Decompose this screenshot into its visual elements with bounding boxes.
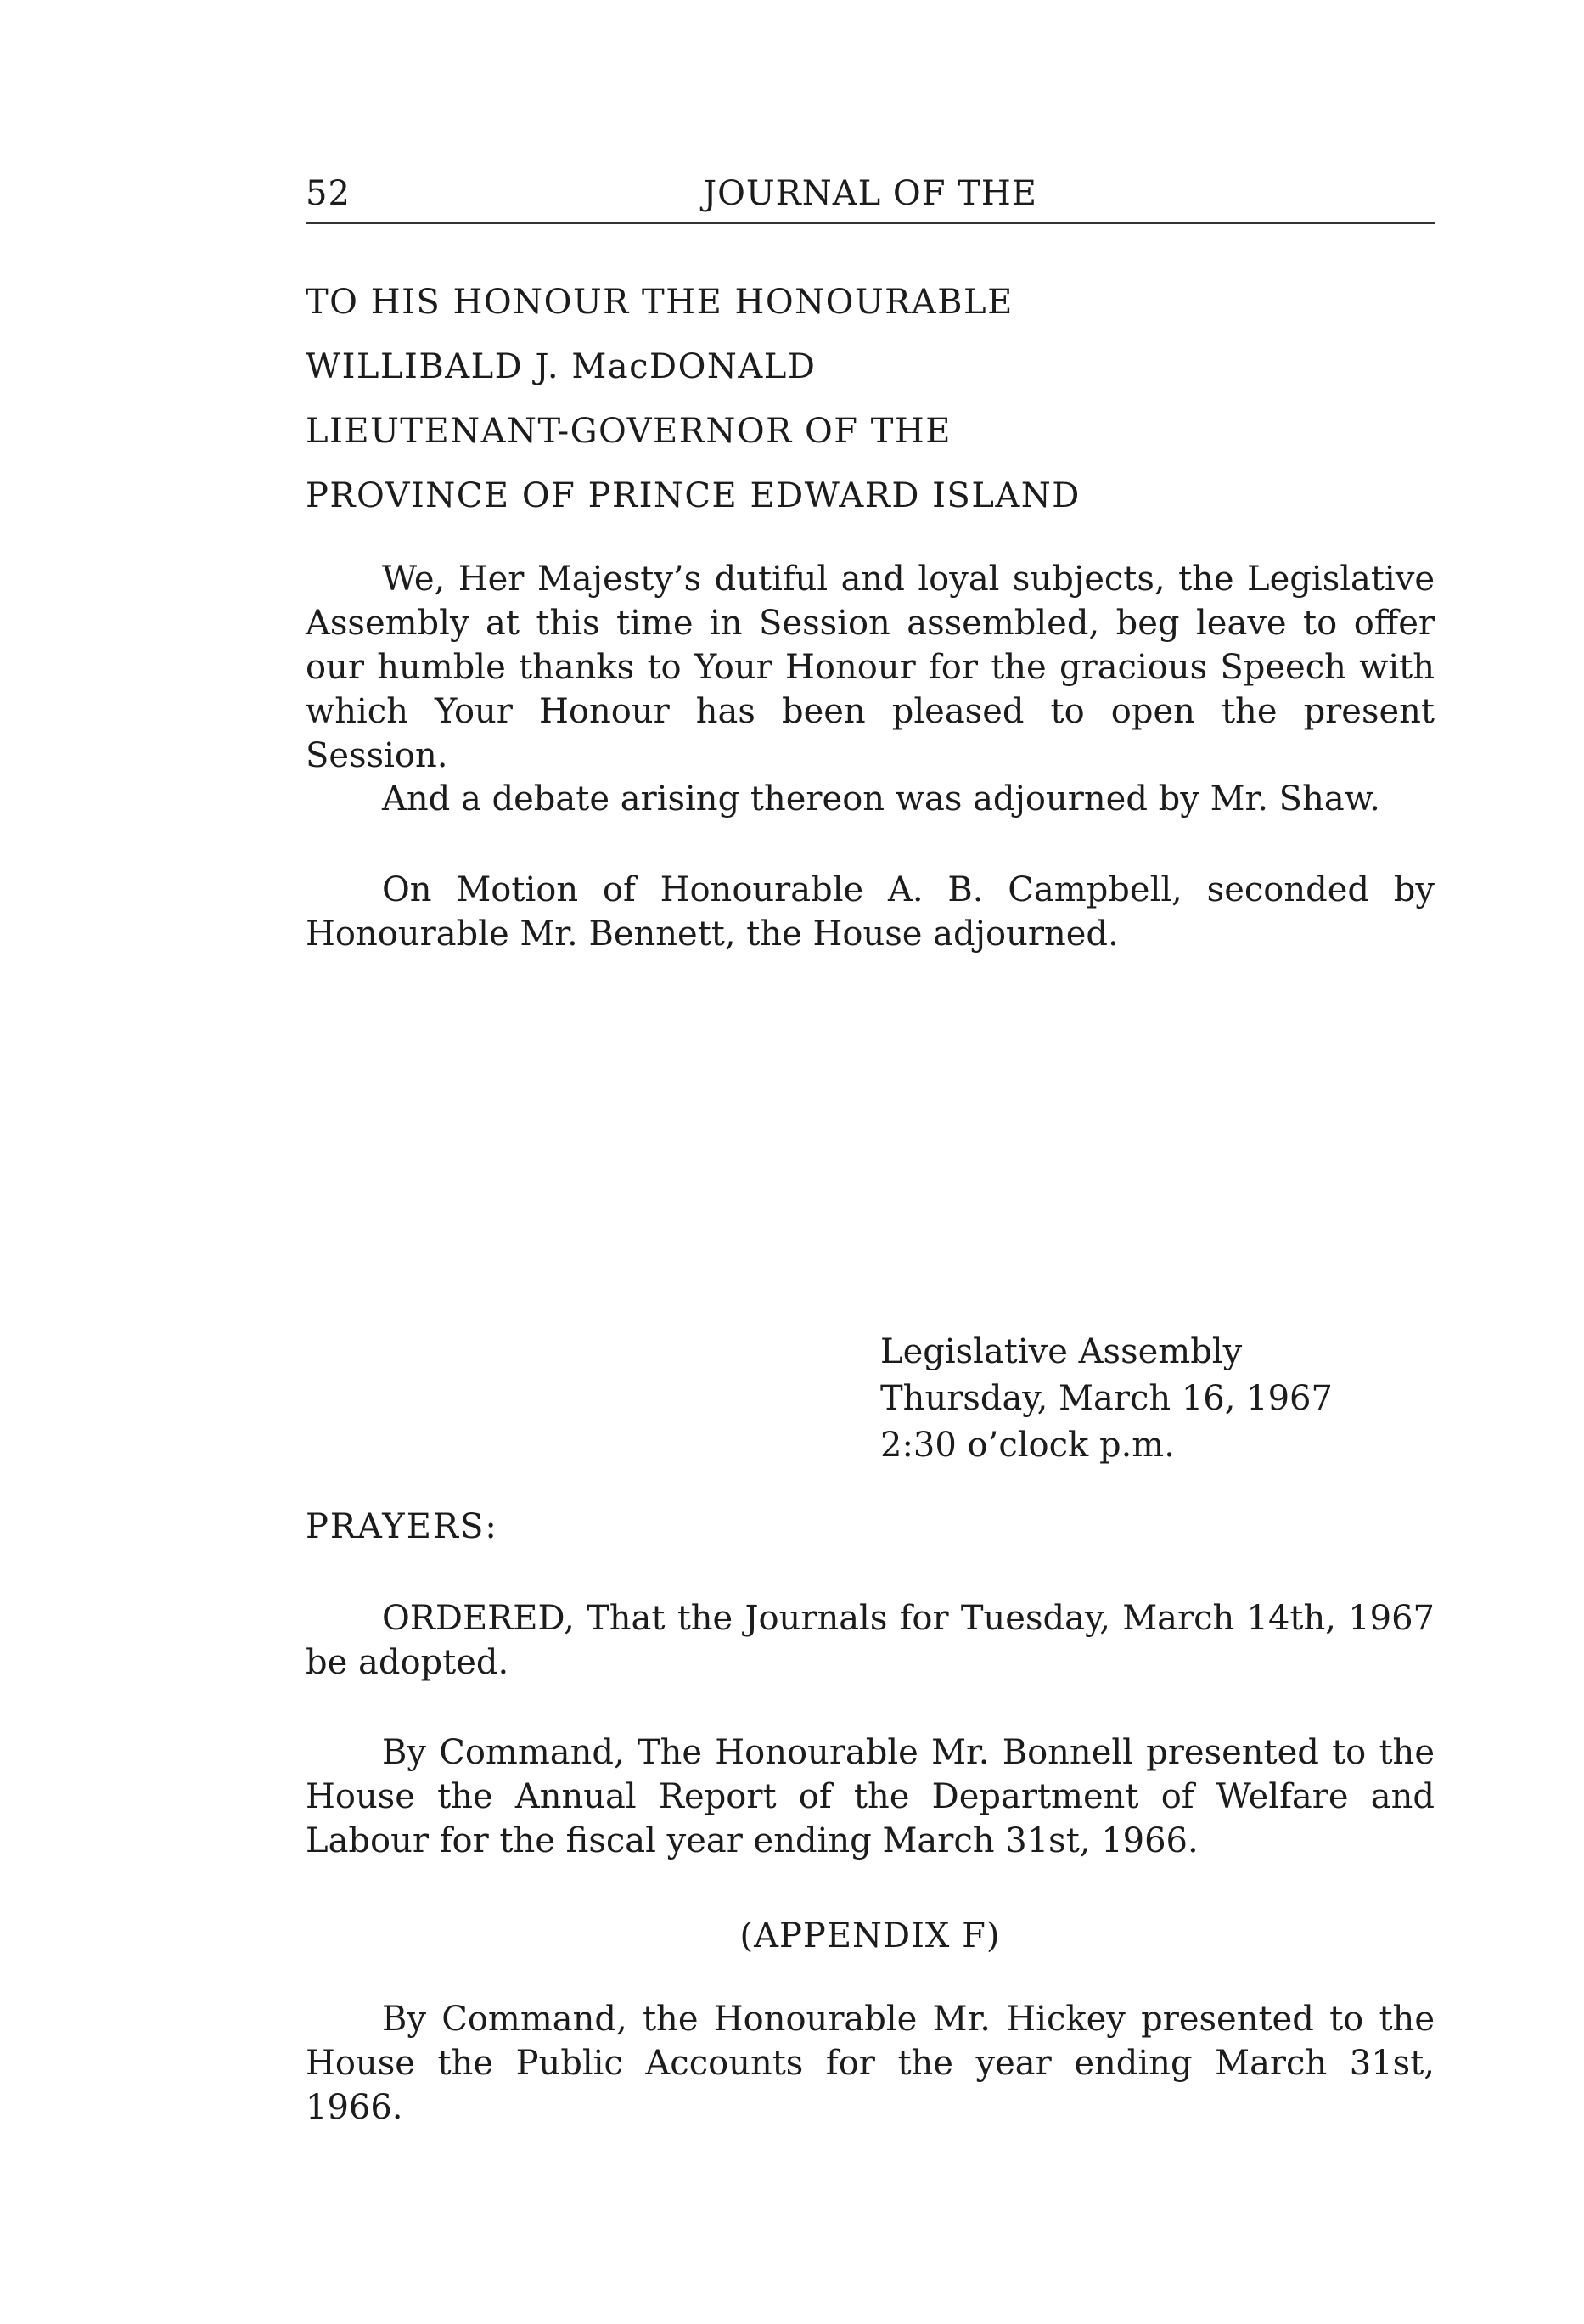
house-adjourned-paragraph: On Motion of Honourable A. B. Campbell, seconded by Honourable Mr. Bennett, the House adjourned. — [306, 870, 1435, 954]
journals-adopted-paragraph: ORDERED, That the Journals for Tuesday, March 14th, 1967 be adopted. — [306, 1599, 1435, 1682]
address-reply-paragraph: We, Her Majesty’s dutiful and loyal subjects, the Legislative Assembly at this time in Session assembled, beg leave to offer our humble thanks to Your Honour for the gracious Speech with which Your Honour has been pleased to open the present Session. — [306, 560, 1435, 775]
running-head: JOURNAL OF THE — [703, 174, 1037, 213]
address-heading — [306, 270, 1435, 528]
sitting-date: Thursday, March 16, 1967 — [880, 1379, 1333, 1418]
page-header — [306, 170, 1435, 224]
prayers-heading: PRAYERS: — [306, 1507, 498, 1546]
welfare-report-paragraph: By Command, The Honourable Mr. Bonnell presented to the House the Annual Report of the Department of Welfare and Labour for the fiscal year ending March 31st, 1966. — [306, 1733, 1435, 1860]
address-line: WILLIBALD J. MacDONALD — [306, 347, 817, 386]
page-number: 52 — [306, 174, 351, 213]
sitting-time: 2:30 o’clock p.m. — [880, 1426, 1175, 1465]
debate-adjourned-paragraph: And a debate arising thereon was adjourned by Mr. Shaw. — [382, 779, 1380, 819]
address-line: PROVINCE OF PRINCE EDWARD ISLAND — [306, 476, 1081, 515]
public-accounts-paragraph: By Command, the Honourable Mr. Hickey presented to the House the Public Accounts for the year ending March 31st, 1966. — [306, 2000, 1435, 2127]
sitting-place: Legislative Assembly — [880, 1332, 1243, 1371]
journal-page — [306, 0, 1435, 2324]
address-line: LIEUTENANT-GOVERNOR OF THE — [306, 412, 952, 451]
appendix-reference: (APPENDIX F) — [739, 1916, 1001, 1955]
sitting-details — [880, 1329, 1333, 1469]
address-line: TO HIS HONOUR THE HONOURABLE — [306, 283, 1014, 322]
